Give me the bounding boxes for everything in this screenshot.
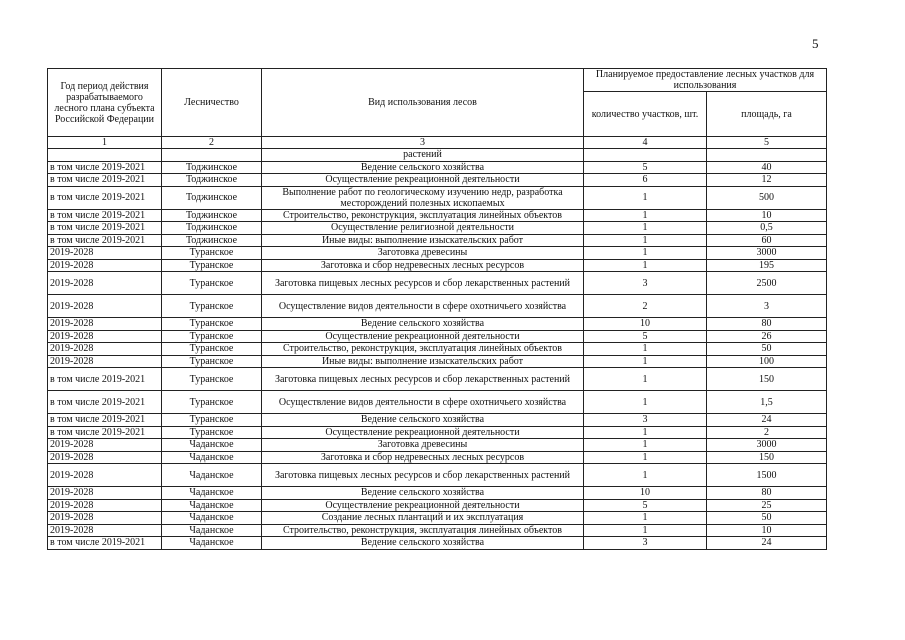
area-cell: 3000 xyxy=(707,247,827,260)
forestry-cell: Чаданское xyxy=(162,524,262,537)
use-type-cell: Осуществление религиозной деятельности xyxy=(262,222,584,235)
use-type-cell: Заготовка пищевых лесных ресурсов и сбор лекарственных растений xyxy=(262,464,584,487)
count-cell: 1 xyxy=(584,247,707,260)
table-row xyxy=(48,499,827,512)
period-cell: в том числе 2019-2021 xyxy=(48,414,162,427)
area-cell: 24 xyxy=(707,414,827,427)
forestry-cell: Туранское xyxy=(162,426,262,439)
count-cell: 10 xyxy=(584,318,707,331)
period-cell: 2019-2028 xyxy=(48,318,162,331)
area-cell: 2 xyxy=(707,426,827,439)
table-row xyxy=(48,259,827,272)
period-cell: в том числе 2019-2021 xyxy=(48,368,162,391)
forestry-cell: Чаданское xyxy=(162,451,262,464)
count-cell: 5 xyxy=(584,161,707,174)
count-cell: 1 xyxy=(584,209,707,222)
forestry-cell: Туранское xyxy=(162,330,262,343)
count-cell: 1 xyxy=(584,439,707,452)
table-row xyxy=(48,512,827,525)
empty-cell xyxy=(707,149,827,162)
table-row xyxy=(48,355,827,368)
forestry-cell: Туранское xyxy=(162,391,262,414)
period-cell: 2019-2028 xyxy=(48,355,162,368)
table-row xyxy=(48,234,827,247)
forestry-cell: Чаданское xyxy=(162,464,262,487)
use-type-cell: Осуществление рекреационной деятельности xyxy=(262,499,584,512)
count-cell: 3 xyxy=(584,414,707,427)
table-row xyxy=(48,330,827,343)
use-type-cell: Ведение сельского хозяйства xyxy=(262,161,584,174)
count-cell: 5 xyxy=(584,499,707,512)
continuation-row xyxy=(48,149,827,162)
column-number: 2 xyxy=(162,137,262,149)
period-cell: в том числе 2019-2021 xyxy=(48,161,162,174)
table-row xyxy=(48,414,827,427)
count-cell: 5 xyxy=(584,330,707,343)
table-row xyxy=(48,295,827,318)
area-cell: 100 xyxy=(707,355,827,368)
table-row xyxy=(48,343,827,356)
area-cell: 40 xyxy=(707,161,827,174)
period-cell: 2019-2028 xyxy=(48,259,162,272)
table-row xyxy=(48,391,827,414)
forestry-cell: Чаданское xyxy=(162,439,262,452)
count-cell: 1 xyxy=(584,186,707,209)
count-cell: 1 xyxy=(584,355,707,368)
table-row xyxy=(48,272,827,295)
area-cell: 150 xyxy=(707,368,827,391)
table-row xyxy=(48,464,827,487)
area-cell: 3000 xyxy=(707,439,827,452)
forestry-cell: Тоджинское xyxy=(162,222,262,235)
table-row xyxy=(48,186,827,209)
column-number-row xyxy=(48,137,827,149)
count-cell: 10 xyxy=(584,487,707,500)
count-cell: 3 xyxy=(584,272,707,295)
forestry-cell: Туранское xyxy=(162,414,262,427)
forestry-cell: Чаданское xyxy=(162,487,262,500)
area-cell: 150 xyxy=(707,451,827,464)
area-cell: 50 xyxy=(707,343,827,356)
page-number: 5 xyxy=(812,36,819,51)
empty-cell xyxy=(584,149,707,162)
use-type-cell: Ведение сельского хозяйства xyxy=(262,487,584,500)
period-cell: в том числе 2019-2021 xyxy=(48,537,162,550)
count-cell: 1 xyxy=(584,368,707,391)
use-type-cell: Ведение сельского хозяйства xyxy=(262,318,584,331)
period-cell: 2019-2028 xyxy=(48,464,162,487)
count-cell: 1 xyxy=(584,343,707,356)
period-cell: в том числе 2019-2021 xyxy=(48,222,162,235)
count-cell: 1 xyxy=(584,464,707,487)
area-cell: 500 xyxy=(707,186,827,209)
table-row xyxy=(48,174,827,187)
use-type-cell: Ведение сельского хозяйства xyxy=(262,537,584,550)
use-type-cell: Иные виды: выполнение изыскательских работ xyxy=(262,234,584,247)
period-cell: 2019-2028 xyxy=(48,247,162,260)
area-cell: 12 xyxy=(707,174,827,187)
count-cell: 1 xyxy=(584,259,707,272)
period-cell: 2019-2028 xyxy=(48,524,162,537)
count-cell: 3 xyxy=(584,537,707,550)
period-cell: 2019-2028 xyxy=(48,451,162,464)
period-cell: в том числе 2019-2021 xyxy=(48,186,162,209)
column-number: 4 xyxy=(584,137,707,149)
use-type-cell: Осуществление видов деятельности в сфере охотничьего хозяйства xyxy=(262,295,584,318)
column-number: 1 xyxy=(48,137,162,149)
area-cell: 1,5 xyxy=(707,391,827,414)
use-type-cell: Заготовка и сбор недревесных лесных ресурсов xyxy=(262,451,584,464)
count-cell: 1 xyxy=(584,512,707,525)
forestry-cell: Чаданское xyxy=(162,499,262,512)
area-cell: 1500 xyxy=(707,464,827,487)
use-type-cell: Строительство, реконструкция, эксплуатация линейных объектов xyxy=(262,209,584,222)
table-row xyxy=(48,161,827,174)
continuation-text: растений xyxy=(262,149,584,162)
use-type-cell: Заготовка древесины xyxy=(262,247,584,260)
count-cell: 1 xyxy=(584,391,707,414)
forestry-cell: Тоджинское xyxy=(162,174,262,187)
header-planned-provision: Планируемое предоставление лесных участков для использования xyxy=(584,69,827,92)
period-cell: 2019-2028 xyxy=(48,272,162,295)
header-period: Год период действия разрабатываемого лесного плана субъекта Российской Федерации xyxy=(48,69,162,137)
count-cell: 6 xyxy=(584,174,707,187)
forest-plan-table xyxy=(47,68,827,550)
table-row xyxy=(48,439,827,452)
area-cell: 195 xyxy=(707,259,827,272)
period-cell: 2019-2028 xyxy=(48,330,162,343)
count-cell: 1 xyxy=(584,524,707,537)
table-row xyxy=(48,451,827,464)
area-cell: 26 xyxy=(707,330,827,343)
forestry-cell: Туранское xyxy=(162,272,262,295)
period-cell: 2019-2028 xyxy=(48,499,162,512)
area-cell: 10 xyxy=(707,209,827,222)
count-cell: 2 xyxy=(584,295,707,318)
period-cell: 2019-2028 xyxy=(48,439,162,452)
forestry-cell: Туранское xyxy=(162,259,262,272)
area-cell: 24 xyxy=(707,537,827,550)
forestry-cell: Тоджинское xyxy=(162,161,262,174)
header-forestry: Лесничество xyxy=(162,69,262,137)
use-type-cell: Осуществление видов деятельности в сфере охотничьего хозяйства xyxy=(262,391,584,414)
count-cell: 1 xyxy=(584,451,707,464)
table-row xyxy=(48,524,827,537)
forestry-cell: Туранское xyxy=(162,343,262,356)
forestry-cell: Туранское xyxy=(162,318,262,331)
area-cell: 25 xyxy=(707,499,827,512)
forestry-cell: Туранское xyxy=(162,295,262,318)
use-type-cell: Иные виды: выполнение изыскательских работ xyxy=(262,355,584,368)
use-type-cell: Заготовка и сбор недревесных лесных ресурсов xyxy=(262,259,584,272)
area-cell: 60 xyxy=(707,234,827,247)
use-type-cell: Выполнение работ по геологическому изучению недр, разработка месторождений полезных ископаемых xyxy=(262,186,584,209)
area-cell: 80 xyxy=(707,487,827,500)
period-cell: в том числе 2019-2021 xyxy=(48,209,162,222)
period-cell: 2019-2028 xyxy=(48,487,162,500)
area-cell: 50 xyxy=(707,512,827,525)
empty-cell xyxy=(48,149,162,162)
area-cell: 3 xyxy=(707,295,827,318)
area-cell: 2500 xyxy=(707,272,827,295)
area-cell: 10 xyxy=(707,524,827,537)
period-cell: 2019-2028 xyxy=(48,512,162,525)
forestry-cell: Чаданское xyxy=(162,537,262,550)
header-use-type: Вид использования лесов xyxy=(262,69,584,137)
use-type-cell: Осуществление рекреационной деятельности xyxy=(262,426,584,439)
table-row xyxy=(48,487,827,500)
period-cell: в том числе 2019-2021 xyxy=(48,426,162,439)
count-cell: 1 xyxy=(584,234,707,247)
forestry-cell: Туранское xyxy=(162,368,262,391)
table-row xyxy=(48,222,827,235)
forestry-cell: Туранское xyxy=(162,247,262,260)
period-cell: 2019-2028 xyxy=(48,343,162,356)
period-cell: в том числе 2019-2021 xyxy=(48,391,162,414)
use-type-cell: Заготовка древесины xyxy=(262,439,584,452)
use-type-cell: Создание лесных плантаций и их эксплуатация xyxy=(262,512,584,525)
table-row xyxy=(48,247,827,260)
header-row xyxy=(48,69,827,92)
forestry-cell: Тоджинское xyxy=(162,186,262,209)
table-row xyxy=(48,209,827,222)
forestry-cell: Туранское xyxy=(162,355,262,368)
use-type-cell: Строительство, реконструкция, эксплуатация линейных объектов xyxy=(262,343,584,356)
count-cell: 1 xyxy=(584,222,707,235)
use-type-cell: Заготовка пищевых лесных ресурсов и сбор лекарственных растений xyxy=(262,272,584,295)
period-cell: в том числе 2019-2021 xyxy=(48,174,162,187)
table-row xyxy=(48,318,827,331)
table-row xyxy=(48,426,827,439)
use-type-cell: Ведение сельского хозяйства xyxy=(262,414,584,427)
column-number: 3 xyxy=(262,137,584,149)
area-cell: 0,5 xyxy=(707,222,827,235)
empty-cell xyxy=(162,149,262,162)
column-number: 5 xyxy=(707,137,827,149)
count-cell: 1 xyxy=(584,426,707,439)
table-row xyxy=(48,537,827,550)
use-type-cell: Осуществление рекреационной деятельности xyxy=(262,330,584,343)
table-row xyxy=(48,368,827,391)
use-type-cell: Осуществление рекреационной деятельности xyxy=(262,174,584,187)
header-area: площадь, га xyxy=(707,92,827,137)
forestry-cell: Чаданское xyxy=(162,512,262,525)
header-count: количество участков, шт. xyxy=(584,92,707,137)
use-type-cell: Заготовка пищевых лесных ресурсов и сбор лекарственных растений xyxy=(262,368,584,391)
forestry-cell: Тоджинское xyxy=(162,209,262,222)
forestry-cell: Тоджинское xyxy=(162,234,262,247)
use-type-cell: Строительство, реконструкция, эксплуатация линейных объектов xyxy=(262,524,584,537)
period-cell: 2019-2028 xyxy=(48,295,162,318)
area-cell: 80 xyxy=(707,318,827,331)
period-cell: в том числе 2019-2021 xyxy=(48,234,162,247)
